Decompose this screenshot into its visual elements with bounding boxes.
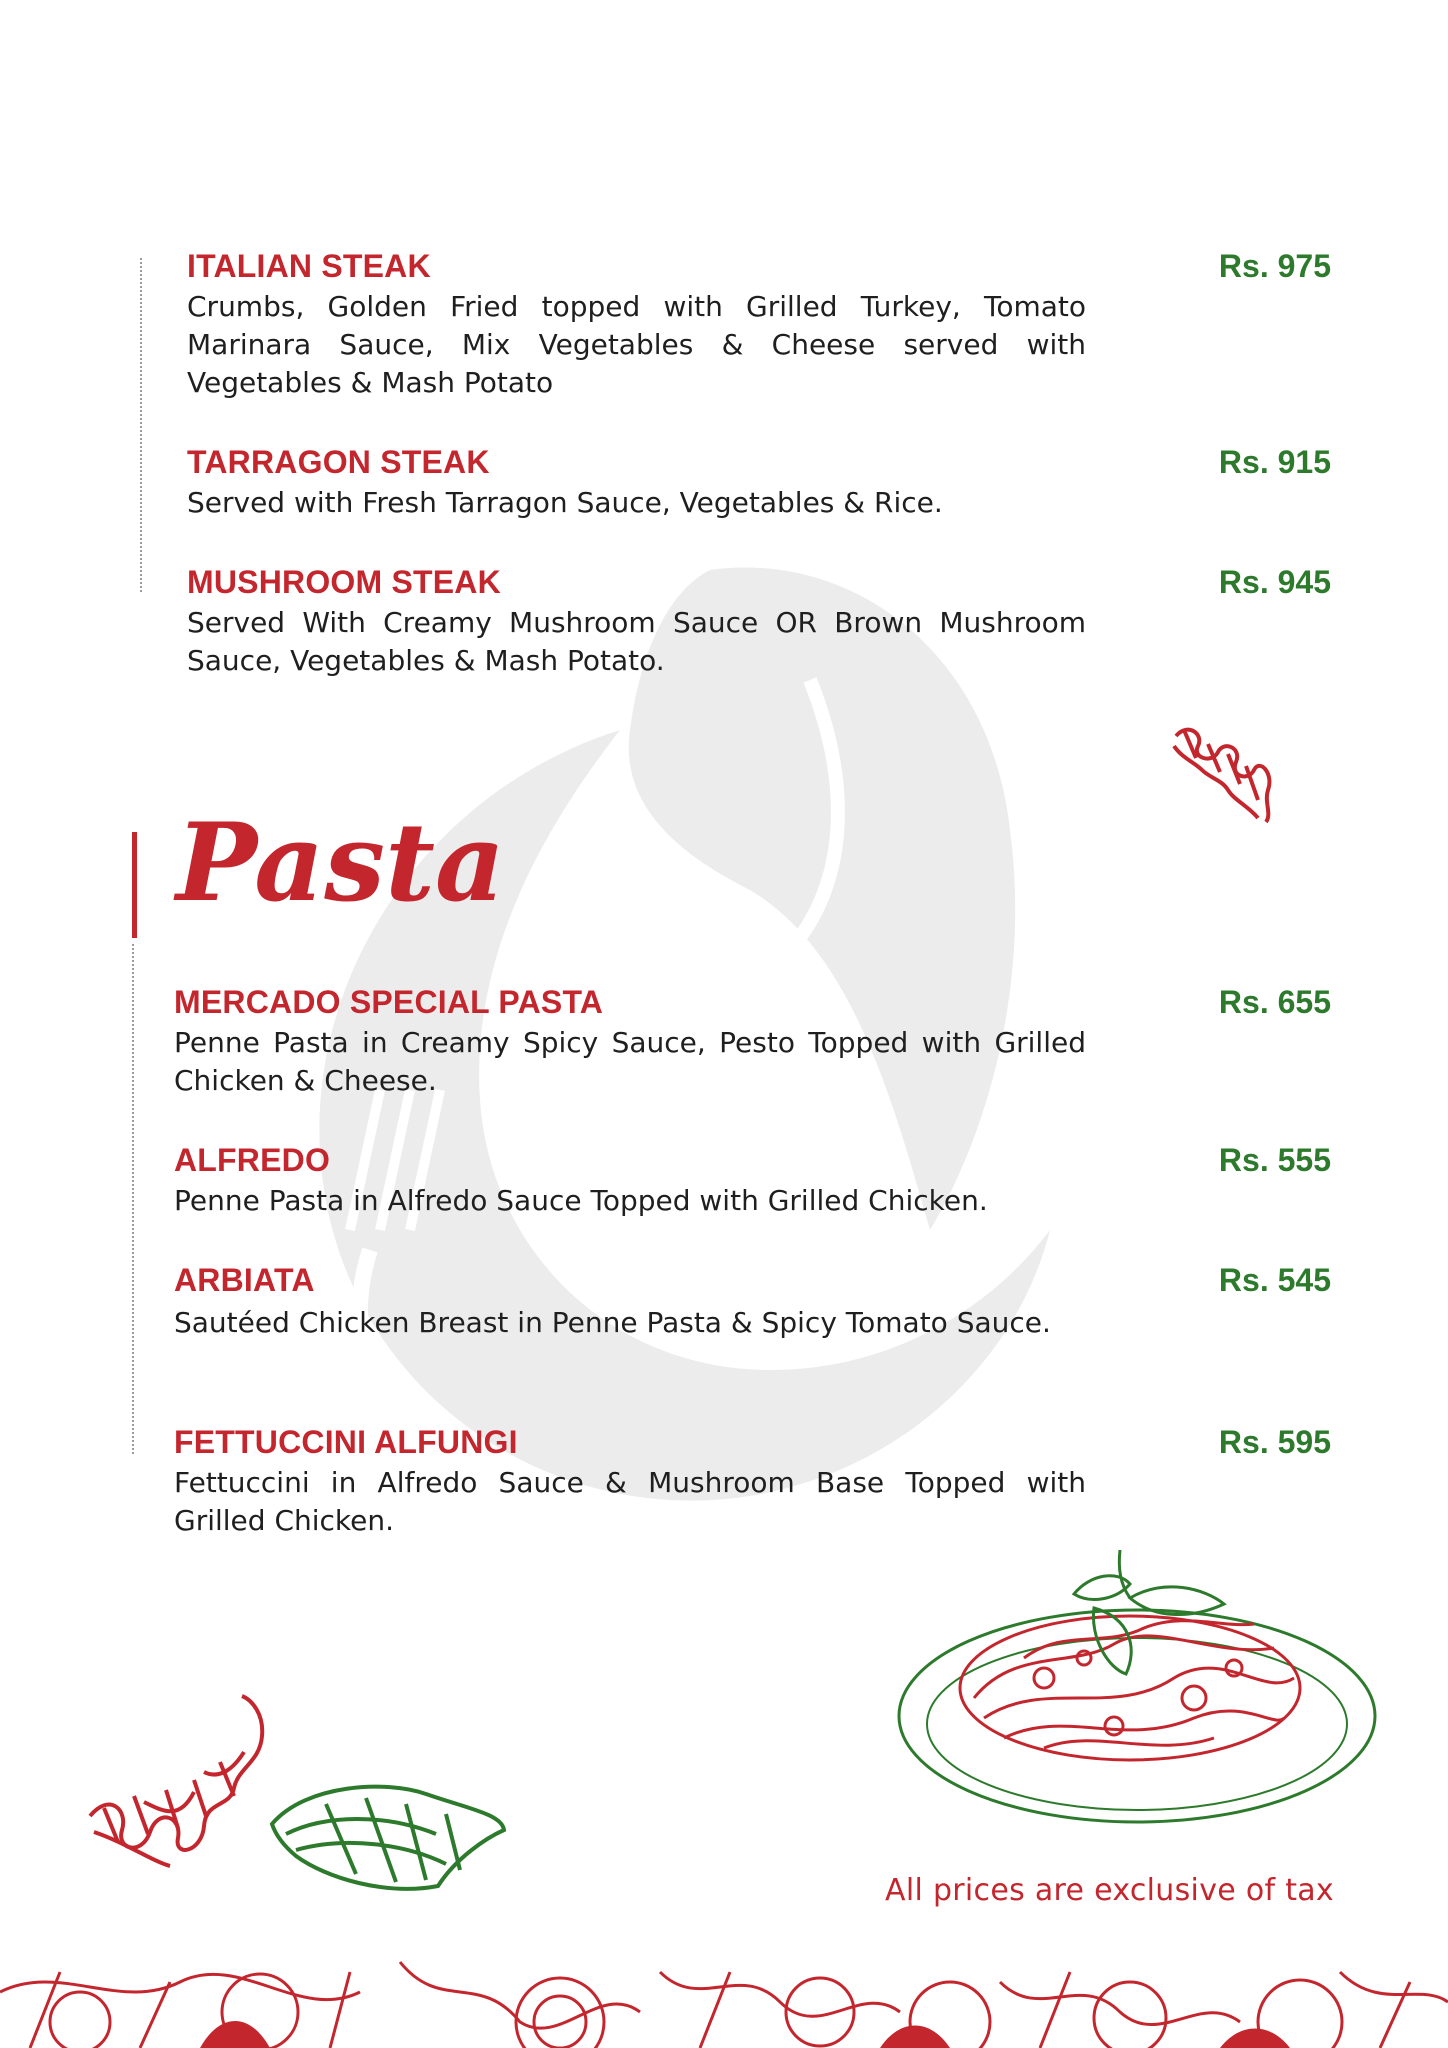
item-name: MERCADO SPECIAL PASTA (174, 984, 604, 1020)
heading-accent-bar (132, 832, 137, 938)
item-price: Rs. 545 (1218, 1262, 1331, 1298)
item-description: Crumbs, Golden Fried topped with Grilled Turkey, Tomato Marinara Sauce, Mix Vegetables & Cheese served with Vegetables & Mash Potato (187, 290, 1086, 399)
item-price: Rs. 595 (1218, 1424, 1331, 1460)
item-description: Served With Creamy Mushroom Sauce OR Brown Mushroom Sauce, Vegetables & Mash Potato. (187, 606, 1086, 677)
tax-footnote: All prices are exclusive of tax (885, 1873, 1334, 1908)
item-description: Penne Pasta in Alfredo Sauce Topped with Grilled Chicken. (174, 1184, 988, 1217)
item-price: Rs. 555 (1218, 1142, 1331, 1178)
section-divider (132, 944, 134, 1454)
item-description: Sautéed Chicken Breast in Penne Pasta & Spicy Tomato Sauce. (174, 1306, 1051, 1339)
item-name: MUSHROOM STEAK (187, 564, 501, 600)
item-description: Fettuccini in Alfredo Sauce & Mushroom Base Topped with Grilled Chicken. (174, 1466, 1086, 1537)
item-name: ALFREDO (174, 1142, 331, 1178)
item-name: FETTUCCINI ALFUNGI (174, 1424, 518, 1460)
ravioli-icon (266, 1774, 510, 1898)
item-price: Rs. 655 (1218, 984, 1331, 1020)
pasta-plate-icon (894, 1548, 1380, 1830)
section-heading: Pasta (176, 800, 505, 926)
fusilli-icon (84, 1692, 270, 1870)
fusilli-icon (1168, 718, 1278, 828)
section-divider (140, 258, 142, 592)
item-name: ITALIAN STEAK (187, 248, 431, 284)
item-price: Rs. 975 (1218, 248, 1331, 284)
item-name: TARRAGON STEAK (187, 444, 490, 480)
item-description: Penne Pasta in Creamy Spicy Sauce, Pesto Topped with Grilled Chicken & Cheese. (174, 1026, 1086, 1097)
item-price: Rs. 915 (1218, 444, 1331, 480)
food-sketch-band (0, 1952, 1448, 2048)
item-description: Served with Fresh Tarragon Sauce, Vegetables & Rice. (187, 486, 943, 519)
item-name: ARBIATA (174, 1262, 315, 1298)
item-price: Rs. 945 (1218, 564, 1331, 600)
